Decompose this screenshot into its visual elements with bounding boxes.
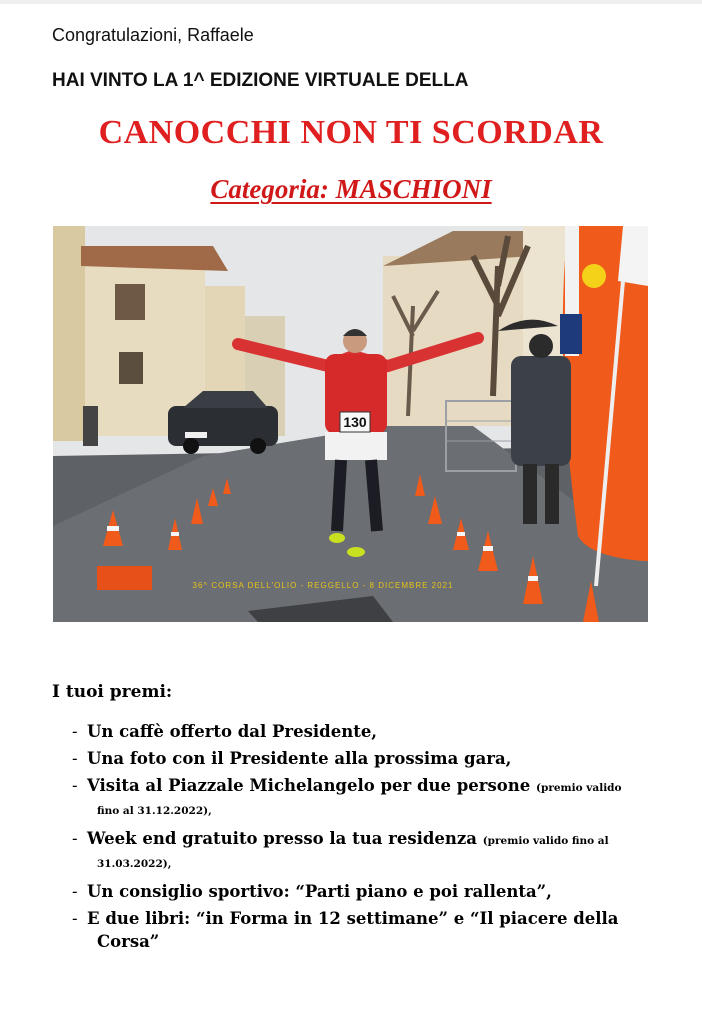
prize-text-continuation: Corsa” bbox=[97, 932, 160, 951]
prize-item bbox=[72, 720, 662, 743]
prize-text: E due libri: “in Forma in 12 settimane” e “Il piacere della bbox=[87, 909, 619, 928]
prize-note-continuation: 31.03.2022), bbox=[97, 858, 172, 870]
list-dash: - bbox=[72, 776, 78, 795]
list-dash: - bbox=[72, 749, 78, 768]
prize-note: (premio valido fino al bbox=[482, 835, 609, 847]
prize-text: Un consiglio sportivo: “Parti piano e poi rallenta”, bbox=[87, 882, 552, 901]
prize-text: Visita al Piazzale Michelangelo per due persone bbox=[87, 776, 531, 795]
list-dash: - bbox=[72, 829, 78, 848]
prize-item bbox=[72, 880, 662, 903]
prize-item bbox=[72, 907, 662, 953]
prize-item bbox=[72, 827, 662, 876]
list-dash: - bbox=[72, 722, 78, 741]
photo-caption: 36^ CORSA DELL'OLIO - REGGELLO - 8 DICEMBRE 2021 bbox=[192, 581, 454, 590]
prize-item bbox=[72, 747, 662, 770]
race-photo bbox=[53, 226, 648, 622]
prize-note-continuation: fino al 31.12.2022), bbox=[97, 805, 212, 817]
prize-text: Week end gratuito presso la tua residenza bbox=[87, 829, 477, 848]
prize-text: Un caffè offerto dal Presidente, bbox=[87, 722, 378, 741]
bib-number: 130 bbox=[343, 414, 367, 430]
prizes-heading: I tuoi premi: bbox=[52, 682, 173, 702]
top-bar bbox=[0, 0, 702, 4]
prizes-list bbox=[72, 720, 662, 957]
category-label: Categoria: MASCHIONI bbox=[210, 174, 492, 204]
list-dash: - bbox=[72, 882, 78, 901]
greeting-text: Congratulazioni, Raffaele bbox=[52, 25, 254, 45]
category-title bbox=[0, 174, 702, 205]
prize-note: (premio valido bbox=[536, 782, 622, 794]
prize-text: Una foto con il Presidente alla prossima gara, bbox=[87, 749, 512, 768]
race-photo-illustration bbox=[53, 226, 648, 622]
race-title: CANOCCHI NON TI SCORDAR bbox=[98, 114, 604, 151]
list-dash: - bbox=[72, 909, 78, 928]
headline-text: HAI VINTO LA 1^ EDIZIONE VIRTUALE DELLA bbox=[52, 70, 469, 91]
prize-item bbox=[72, 774, 662, 823]
